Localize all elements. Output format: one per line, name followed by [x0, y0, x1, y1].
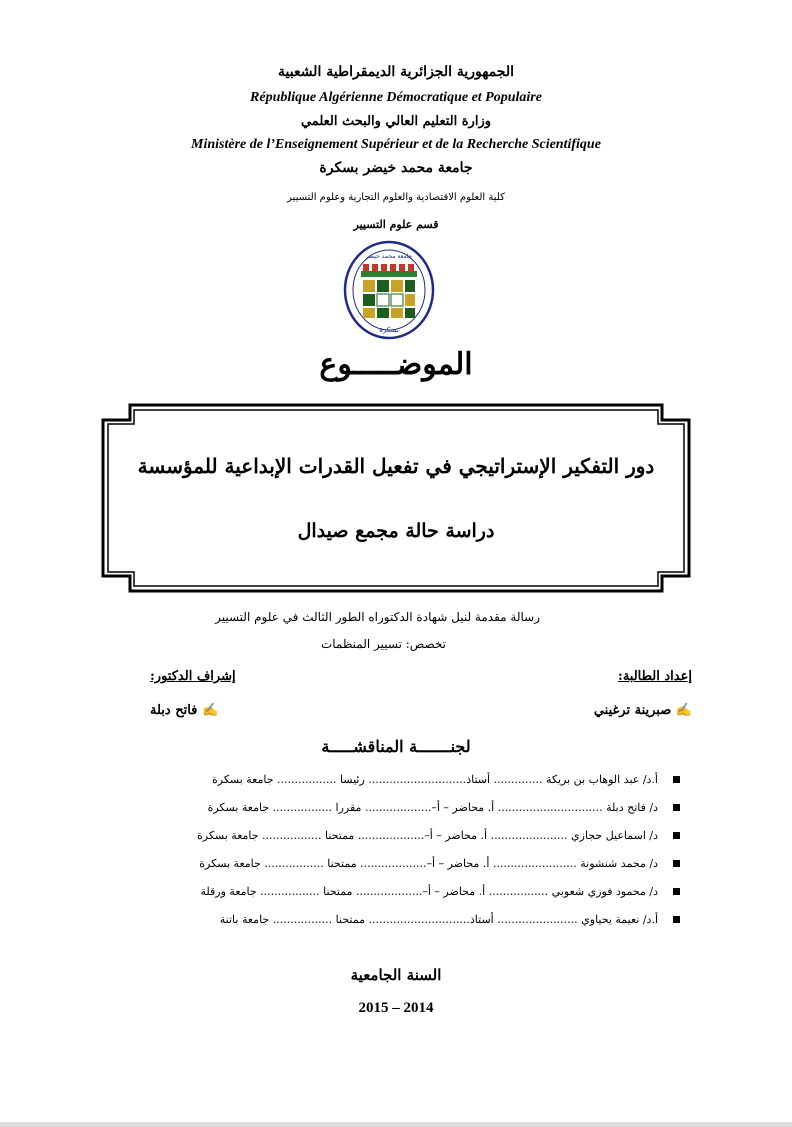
bullet-icon: [673, 916, 680, 923]
bullet-icon: [673, 776, 680, 783]
supervisor-label: إشراف الدكتور:: [150, 669, 236, 684]
bullet-icon: [673, 804, 680, 811]
university-name: جامعة محمد خيضر بسكرة: [319, 160, 473, 176]
ministry-arabic: وزارة التعليم العالي والبحث العلمي: [300, 114, 492, 129]
page-bottom-edge: [0, 1122, 792, 1127]
jury-member-row: د/ محمود فوزي شعوبي ................. أ. محاضر – أ–................... ممتحنا ................. جامعة ورقلة: [110, 885, 680, 905]
academic-year-label: السنة الجامعية: [350, 966, 442, 984]
svg-text:جامعة محمد خيضر: جامعة محمد خيضر: [365, 253, 413, 260]
student-name-line: [594, 703, 692, 718]
thesis-title: دور التفكير الإستراتيجي في تفعيل القدرات الإبداعية للمؤسسة: [137, 454, 655, 478]
svg-text:بسكرة: بسكرة: [379, 326, 399, 334]
jury-member-row: أ.د/ عبد الوهاب بن بريكة .............. أستاذ............................ رئيسا ................. جامعة بسكرة: [110, 773, 680, 793]
specialty: تخصص: تسيير المنظمات: [320, 637, 446, 651]
republic-arabic: الجمهورية الجزائرية الديمقراطية الشعبية: [277, 64, 514, 80]
bullet-icon: [673, 888, 680, 895]
student-name: صبرينة ترغيني: [593, 703, 672, 718]
committee-title: لجنـــــــة المناقشـــــة: [321, 737, 471, 756]
jury-member-row: د/ فاتح دبلة .............................. أ. محاضر – أ–................... مقررا ................. جامعة بسكرة: [110, 801, 680, 821]
bullet-icon: [673, 860, 680, 867]
ministry-french: Ministère de l’Enseignement Supérieur et de la Recherche Scientifique: [191, 137, 601, 152]
bullet-icon: [673, 832, 680, 839]
department-name: قسم علوم التسيير: [353, 218, 439, 231]
pen-icon: ✍: [675, 703, 692, 718]
jury-member-row: د/ اسماعيل حجازي ...................... أ. محاضر – أ–................... ممتحنا ................. جامعة بسكرة: [110, 829, 680, 849]
supervisor-name: فاتح دبلة: [150, 703, 198, 718]
university-seal-icon: [341, 238, 437, 342]
jury-member-row: د/ محمد شنشونة ........................ أ. محاضر – أ–................... ممتحنا ................. جامعة بسكرة: [110, 857, 680, 877]
pen-icon: ✍: [201, 703, 219, 718]
student-label: إعداد الطالبة:: [618, 669, 692, 684]
jury-member-row: أ.د/ نعيمة يحياوي ....................... أستاذ............................. ممتحنا ................. جامعة باتنة: [110, 913, 680, 933]
faculty-name: كلية العلوم الاقتصادية والعلوم التجارية وعلوم التسيير: [287, 192, 505, 203]
university-logo: [341, 238, 437, 342]
case-study: دراسة حالة مجمع صيدال: [297, 520, 495, 542]
academic-year: 2015 – 2014: [358, 1000, 434, 1016]
submission-statement: رسالة مقدمة لنيل شهادة الدكتوراه الطور الثالث في علوم التسيير: [215, 610, 540, 624]
title-frame: [100, 402, 692, 594]
supervisor-name-line: [150, 703, 218, 718]
ornamental-border-icon: [100, 402, 692, 594]
republic-french: République Algérienne Démocratique et Populaire: [250, 90, 542, 105]
subject-heading: الموضـــــوع: [319, 347, 473, 382]
